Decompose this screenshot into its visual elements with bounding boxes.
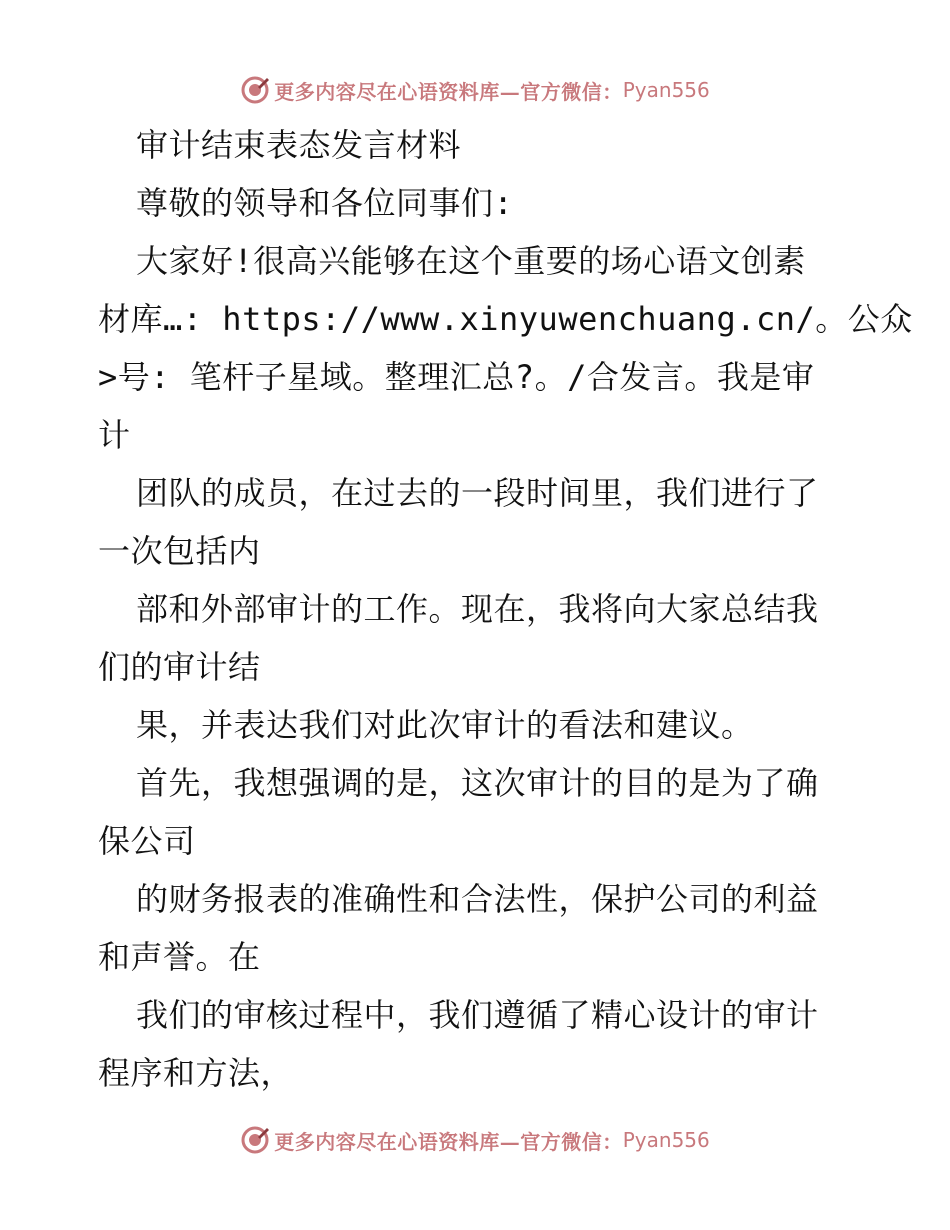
- text-line: 们的审计结: [98, 648, 261, 686]
- text-line: 我们的审核过程中，我们遵循了精心设计的审计: [136, 996, 819, 1034]
- text-line: 一次包括内: [98, 532, 261, 570]
- text-line: 果，并表达我们对此次审计的看法和建议。: [136, 706, 754, 744]
- text-line: 团队的成员，在过去的一段时间里，我们进行了: [136, 474, 819, 512]
- document-title: 审计结束表态发言材料: [136, 126, 462, 164]
- text-line: 大家好!很高兴能够在这个重要的场心语文创素: [136, 242, 806, 280]
- text-line: 的财务报表的准确性和合法性，保护公司的利益: [136, 880, 819, 918]
- header-banner: [0, 70, 950, 110]
- text-line: >号: 笔杆子星域。整理汇总?。/合发言。我是审: [98, 358, 815, 396]
- banner-text: 更多内容尽在心语资料库—官方微信：: [274, 1129, 623, 1154]
- text-line: 和声誉。在: [98, 938, 261, 976]
- document-body: [98, 116, 913, 1102]
- text-line: 保公司: [98, 822, 196, 860]
- text-line: 程序和方法，: [98, 1054, 294, 1092]
- seal-pen-icon: [240, 1125, 270, 1155]
- text-line: 部和外部审计的工作。现在，我将向大家总结我: [136, 590, 819, 628]
- banner-text: 更多内容尽在心语资料库—官方微信：: [274, 79, 623, 104]
- banner-wechat-id: Pyan556: [622, 78, 710, 102]
- text-line: 计: [98, 416, 131, 454]
- footer-banner: [0, 1120, 950, 1160]
- text-line: 材库…: https://www.xinyuwenchuang.cn/。公众: [98, 300, 913, 338]
- text-line: 首先，我想强调的是，这次审计的目的是为了确: [136, 764, 819, 802]
- seal-pen-icon: [240, 75, 270, 105]
- banner-wechat-id: Pyan556: [622, 1128, 710, 1152]
- salutation: 尊敬的领导和各位同事们:: [136, 184, 514, 222]
